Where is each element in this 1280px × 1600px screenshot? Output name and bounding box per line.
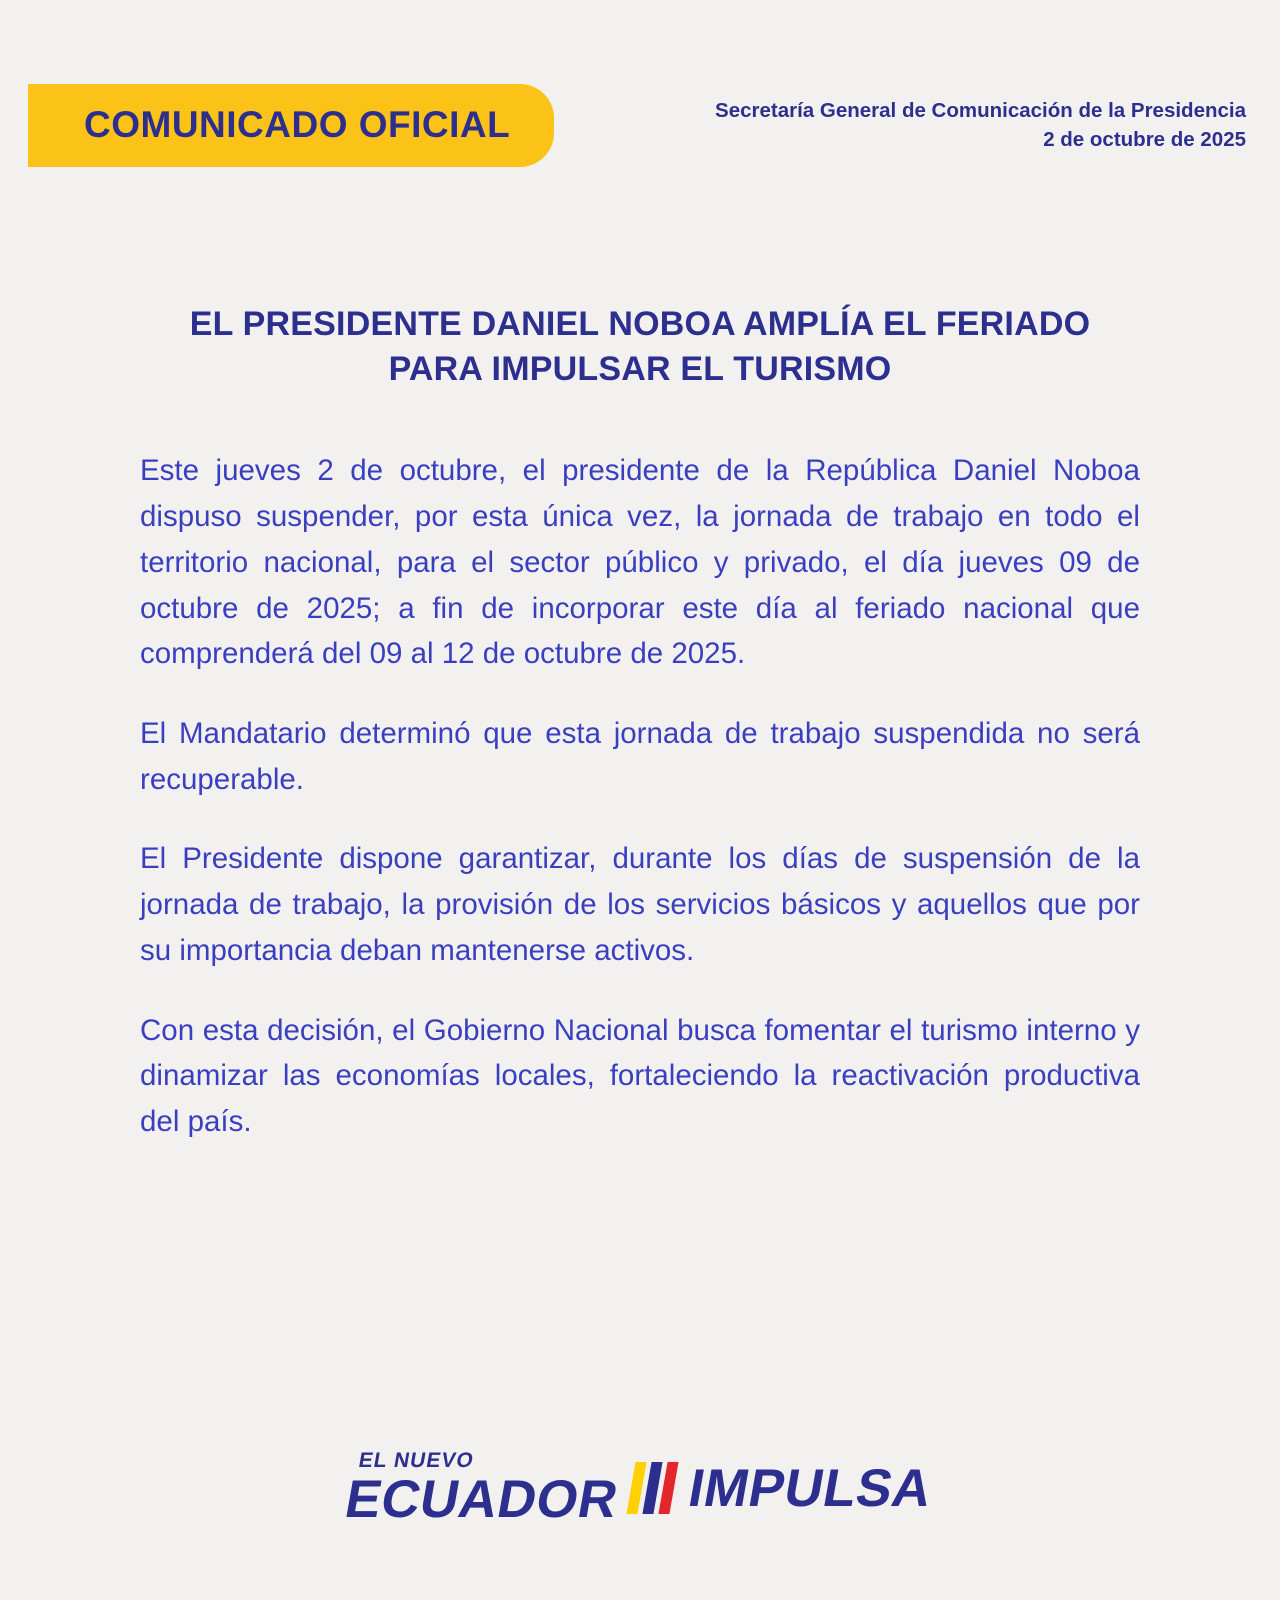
publication-date: 2 de octubre de 2025 xyxy=(1043,128,1246,152)
statement-paragraph: El Presidente dispone garantizar, durante los días de suspensión de la jornada de trabajo, la provisión de los servicios básicos y aquellos que por su importancia deban mantenerse activos. xyxy=(140,842,1140,967)
statement-body xyxy=(140,448,1140,1144)
page-title: EL PRESIDENTE DANIEL NOBOA AMPLÍA EL FERIADO PARA IMPULSAR EL TURISMO xyxy=(189,305,1091,389)
document-footer xyxy=(0,1449,1280,1529)
statement-paragraph: El Mandatario determinó que esta jornada de trabajo suspendida no será recuperable. xyxy=(140,717,1140,796)
logo-impulsa-text: IMPULSA xyxy=(684,1458,937,1518)
logo-wordmark-left xyxy=(341,1449,627,1529)
flag-bars-icon xyxy=(627,1462,684,1514)
logo-tagline: EL NUEVO xyxy=(357,1449,477,1472)
header-meta xyxy=(715,84,1246,154)
issuing-institution: Secretaría General de Comunicación de la Presidencia xyxy=(715,99,1246,122)
logo-ecuador-text: ECUADOR xyxy=(341,1470,623,1529)
statement-paragraph: Con esta decisión, el Gobierno Nacional busca fomentar el turismo interno y dinamizar las economías locales, fortaleciendo la reactivación productiva del país. xyxy=(140,1013,1140,1139)
official-statement-badge: COMUNICADO OFICIAL xyxy=(28,84,554,167)
document-header xyxy=(0,0,1280,194)
statement-paragraph: Este jueves 2 de octubre, el presidente de la República Daniel Noboa dispuso suspender, por esta única vez, la jornada de trabajo en todo el territorio nacional, para el sector público y privado, el día jueves 09 de octubre de 2025; a fin de incorporar este día al feriado nacional que comprenderá del 09 al 12 de octubre de 2025. xyxy=(140,454,1140,671)
government-logo xyxy=(341,1449,939,1529)
